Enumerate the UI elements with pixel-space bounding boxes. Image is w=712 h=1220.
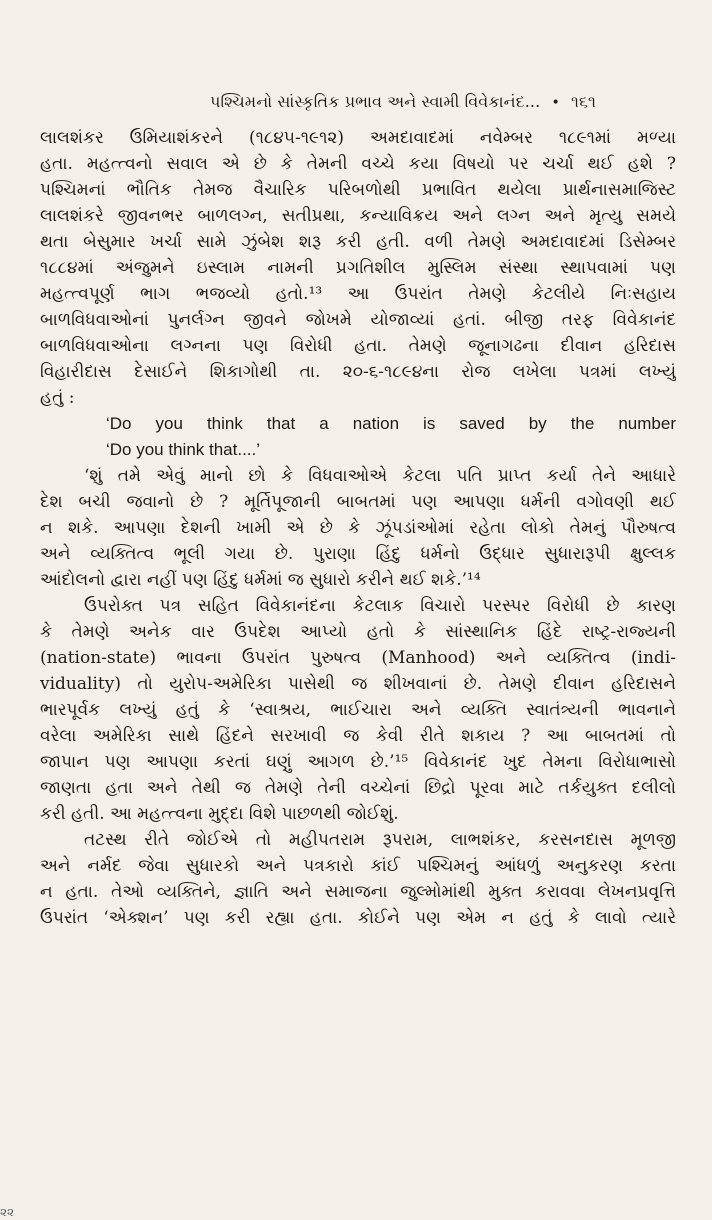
text-line: મહત્ત્વપૂર્ણ ભાગ ભજવ્યો હતો.¹³ આ ઉપરાંત તેમણે કેટલીયે નિઃસહાય bbox=[40, 284, 676, 304]
text-line: થતા બેસુમાર ખર્ચા સામે ઝુંબેશ શરૂ કરી હતી. વળી તેમણે અમદાવાદમાં ડિસેમ્બર bbox=[40, 232, 676, 252]
text-line: બાળવિધવાઓના લગ્નના પણ વિરોધી હતા. તેમણે જૂનાગઢના દીવાન હરિદાસ bbox=[40, 336, 676, 356]
text-line: ‘Do you think that a nation is saved by the number bbox=[106, 414, 676, 433]
text-line: પશ્ચિમનાં ભૌતિક તેમજ વૈચારિક પરિબળોથી પ્રભાવિત થયેલા પ્રાર્થનાસમાજિસ્ટ bbox=[40, 180, 676, 200]
text-line: (nation-state) ભાવના ઉપરાંત પુરુષત્વ (Manhood) અને વ્યક્તિત્વ (indi- bbox=[40, 648, 676, 668]
text-line: જાણતા હતા અને તેથી જ તેમણે તેની વચ્ચેનાં છિદ્રો પૂરવા માટે તર્કયુક્ત દલીલો bbox=[40, 778, 676, 798]
text-line: હતા. મહત્ત્વનો સવાલ એ છે કે તેમની વચ્ચે કયા વિષયો પર ચર્ચા થઈ હશે ? bbox=[40, 154, 676, 174]
text-line: હતું : bbox=[40, 388, 75, 408]
text-line: લાલશંકરે જીવનભર બાળલગ્ન, સતીપ્રથા, કન્યાવિક્રય અને લગ્ન અને મૃત્યુ સમયે bbox=[40, 206, 676, 226]
text-line: ‘Do you think that....’ bbox=[106, 440, 261, 459]
text-line: તટસ્થ રીતે જોઈએ તો મહીપતરામ રૂપરામ, લાભશંકર, કરસનદાસ મૂળજી bbox=[84, 830, 676, 850]
text-line: કરી હતી. આ મહત્ત્વના મુદ્દા વિશે પાછળથી જોઈશું. bbox=[40, 804, 399, 824]
text-line: લાલશંકર ઉમિયાશંકરને (૧૮૪૫-૧૯૧૨) અમદાવાદમાં નવેમ્બર ૧૮૯૧માં મળ્યા bbox=[40, 128, 676, 148]
footer-mark: ૨૨ bbox=[0, 1205, 15, 1219]
text-line: ‘શું તમે એવું માનો છો કે વિધવાઓએ કેટલા પતિ પ્રાપ્ત કર્યા તેને આધારે bbox=[84, 466, 676, 486]
text-line: કે તેમણે અનેક વાર ઉપદેશ આપ્યો હતો કે સાંસ્થાનિક હિંદે રાષ્ટ્ર-રાજ્યની bbox=[40, 622, 676, 642]
text-line: ન હતા. તેઓ વ્યક્તિને, જ્ઞાતિ અને સમાજના જુલ્મોમાંથી મુક્ત કરાવવા લેખનપ્રવૃત્તિ bbox=[40, 882, 676, 902]
text-line: ઉપરોક્ત પત્ર સહિત વિવેકાનંદના કેટલાક વિચારો પરસ્પર વિરોધી છે કારણ bbox=[84, 596, 676, 616]
text-line: વરેલા અમેરિકા સાથે હિંદને સરખાવી જ કેવી રીતે શકાય ? આ બાબતમાં તો bbox=[40, 726, 676, 746]
text-line: ઉપરાંત ‘એક્શન’ પણ કરી રહ્યા હતા. કોઈને પણ એમ ન હતું કે લાવો ત્યારે bbox=[40, 908, 676, 928]
text-line: ૧૮૮૪માં અંજુમને ઇસ્લામ નામની પ્રગતિશીલ મુસ્લિમ સંસ્થા સ્થાપવામાં પણ bbox=[40, 258, 676, 278]
header-bullet: • bbox=[551, 95, 560, 111]
text-line: અને વ્યક્તિત્વ ભૂલી ગયા છે. પુરાણા હિંદુ ધર્મનો ઉદ્ધાર સુધારારૂપી ક્ષુલ્લક bbox=[40, 544, 676, 564]
text-line: અને નર્મદ જેવા સુધારકો અને પત્રકારો કાંઈ પશ્ચિમનું આંધળું અનુકરણ કરતા bbox=[40, 856, 676, 876]
text-line: આંદોલનો દ્વારા નહીં પણ હિંદુ ધર્મમાં જ સુધારો કરીને થઈ શકે.’¹⁴ bbox=[40, 570, 481, 590]
text-line: વિહારીદાસ દેસાઈને શિકાગોથી તા. ૨૦-૬-૧૮૯૪ના રોજ લખેલા પત્રમાં લખ્યું bbox=[40, 362, 676, 382]
running-header-title: પશ્ચિમનો સાંસ્કૃતિક પ્રભાવ અને સ્વામી વિવેકાનંદ... bbox=[210, 92, 541, 111]
body-text bbox=[40, 125, 676, 931]
text-line: જાપાન પણ આપણા કરતાં ઘણું આગળ છે.’¹⁵ વિવેકાનંદ ખુદ તેમના વિરોધાભાસો bbox=[40, 752, 676, 772]
text-line: ભારપૂર્વક લખ્યું હતું કે ‘સ્વાશ્રય, ભાઈચારા અને વ્યક્તિ સ્વાતંત્ર્યની ભાવનાને bbox=[40, 700, 676, 720]
page-number: ૧૬૧ bbox=[571, 92, 596, 111]
text-line: ન શકે. આપણા દેશની ખામી એ છે કે ઝૂંપડાંઓમાં રહેતા લોકો તેમનું પૌરુષત્વ bbox=[40, 518, 676, 538]
running-header bbox=[210, 92, 672, 112]
text-line: દેશ બચી જવાનો છે ? મૂર્તિપૂજાની બાબતમાં પણ આપણા ધર્મની વગોવણી થઈ bbox=[40, 492, 676, 512]
text-line: viduality) તો યુરોપ-અમેરિકા પાસેથી જ શીખવાનાં છે. તેમણે દીવાન હરિદાસને bbox=[40, 674, 676, 694]
text-line: બાળવિધવાઓનાં પુનર્લગ્ન જીવને જોખમે યોજાવ્યાં હતાં. બીજી તરફ વિવેકાનંદ bbox=[40, 310, 676, 330]
